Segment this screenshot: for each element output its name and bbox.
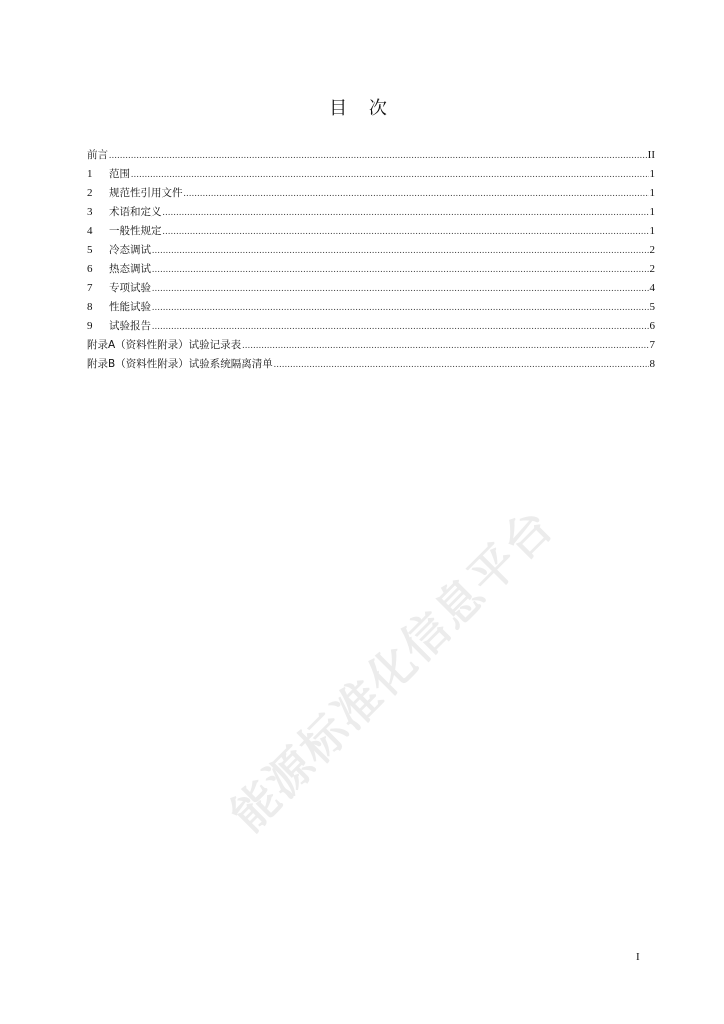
toc-entry-number: 2 (87, 187, 93, 199)
toc-leader-dots (152, 317, 649, 336)
toc-entry-label: 规范性引用文件 (109, 187, 183, 199)
toc-entry-page: 6 (649, 320, 655, 332)
toc-entry-foreword[interactable] (87, 146, 655, 165)
toc-leader-dots (163, 203, 649, 222)
toc-title: 目 次 (329, 98, 395, 119)
toc-entry-cold-commissioning[interactable] (87, 241, 655, 260)
toc-leader-dots (131, 165, 649, 184)
toc-entry-label: 热态调试 (109, 263, 151, 275)
toc-entry-page: 1 (649, 225, 655, 237)
toc-entry-general-provisions[interactable] (87, 222, 655, 241)
toc-entry-page: 7 (649, 339, 655, 351)
toc-leader-dots (109, 146, 647, 165)
table-of-contents (87, 146, 655, 374)
toc-entry-page: II (647, 149, 655, 161)
toc-entry-page: 1 (649, 187, 655, 199)
toc-entry-page: 5 (649, 301, 655, 313)
toc-entry-number: 5 (87, 244, 93, 256)
toc-entry-performance-tests[interactable] (87, 298, 655, 317)
toc-leader-dots (152, 298, 649, 317)
toc-leader-dots (242, 336, 648, 355)
toc-entry-label: 一般性规定 (109, 225, 162, 237)
toc-entry-page: 1 (649, 206, 655, 218)
toc-leader-dots (152, 260, 649, 279)
toc-entry-test-report[interactable] (87, 317, 655, 336)
toc-entry-number: 8 (87, 301, 93, 313)
toc-entry-label: 冷态调试 (109, 244, 151, 256)
toc-entry-label: 范围 (109, 168, 130, 180)
watermark-text: 能源标准化信息平台 (220, 498, 564, 842)
toc-entry-label: 试验报告 (109, 320, 151, 332)
toc-entry-normative-references[interactable] (87, 184, 655, 203)
toc-entry-number: 7 (87, 282, 93, 294)
toc-entry-number: 3 (87, 206, 93, 218)
toc-entry-label: 前言 (87, 149, 108, 161)
toc-leader-dots (152, 241, 649, 260)
toc-entry-number: 6 (87, 263, 93, 275)
toc-leader-dots (274, 355, 649, 374)
toc-entry-special-tests[interactable] (87, 279, 655, 298)
toc-leader-dots (163, 222, 649, 241)
toc-entry-label: 专项试验 (109, 282, 151, 294)
toc-entry-number: 9 (87, 320, 93, 332)
toc-entry-hot-commissioning[interactable] (87, 260, 655, 279)
toc-leader-dots (152, 279, 649, 298)
toc-entry-appendix-a[interactable] (87, 336, 655, 355)
toc-entry-page: 8 (649, 358, 655, 370)
toc-entry-label: 术语和定义 (109, 206, 162, 218)
toc-entry-page: 4 (649, 282, 655, 294)
page-number: I (636, 951, 640, 963)
toc-entry-number: 1 (87, 168, 93, 180)
toc-entry-page: 2 (649, 244, 655, 256)
toc-entry-label: 附录B（资料性附录）试验系统隔离清单 (87, 358, 273, 370)
toc-entry-appendix-b[interactable] (87, 355, 655, 374)
toc-entry-scope[interactable] (87, 165, 655, 184)
toc-leader-dots (184, 184, 649, 203)
toc-entry-label: 性能试验 (109, 301, 151, 313)
toc-entry-label: 附录A（资料性附录）试验记录表 (87, 339, 242, 351)
toc-entry-terms-definitions[interactable] (87, 203, 655, 222)
toc-entry-number: 4 (87, 225, 93, 237)
toc-entry-page: 2 (649, 263, 655, 275)
toc-entry-page: 1 (649, 168, 655, 180)
